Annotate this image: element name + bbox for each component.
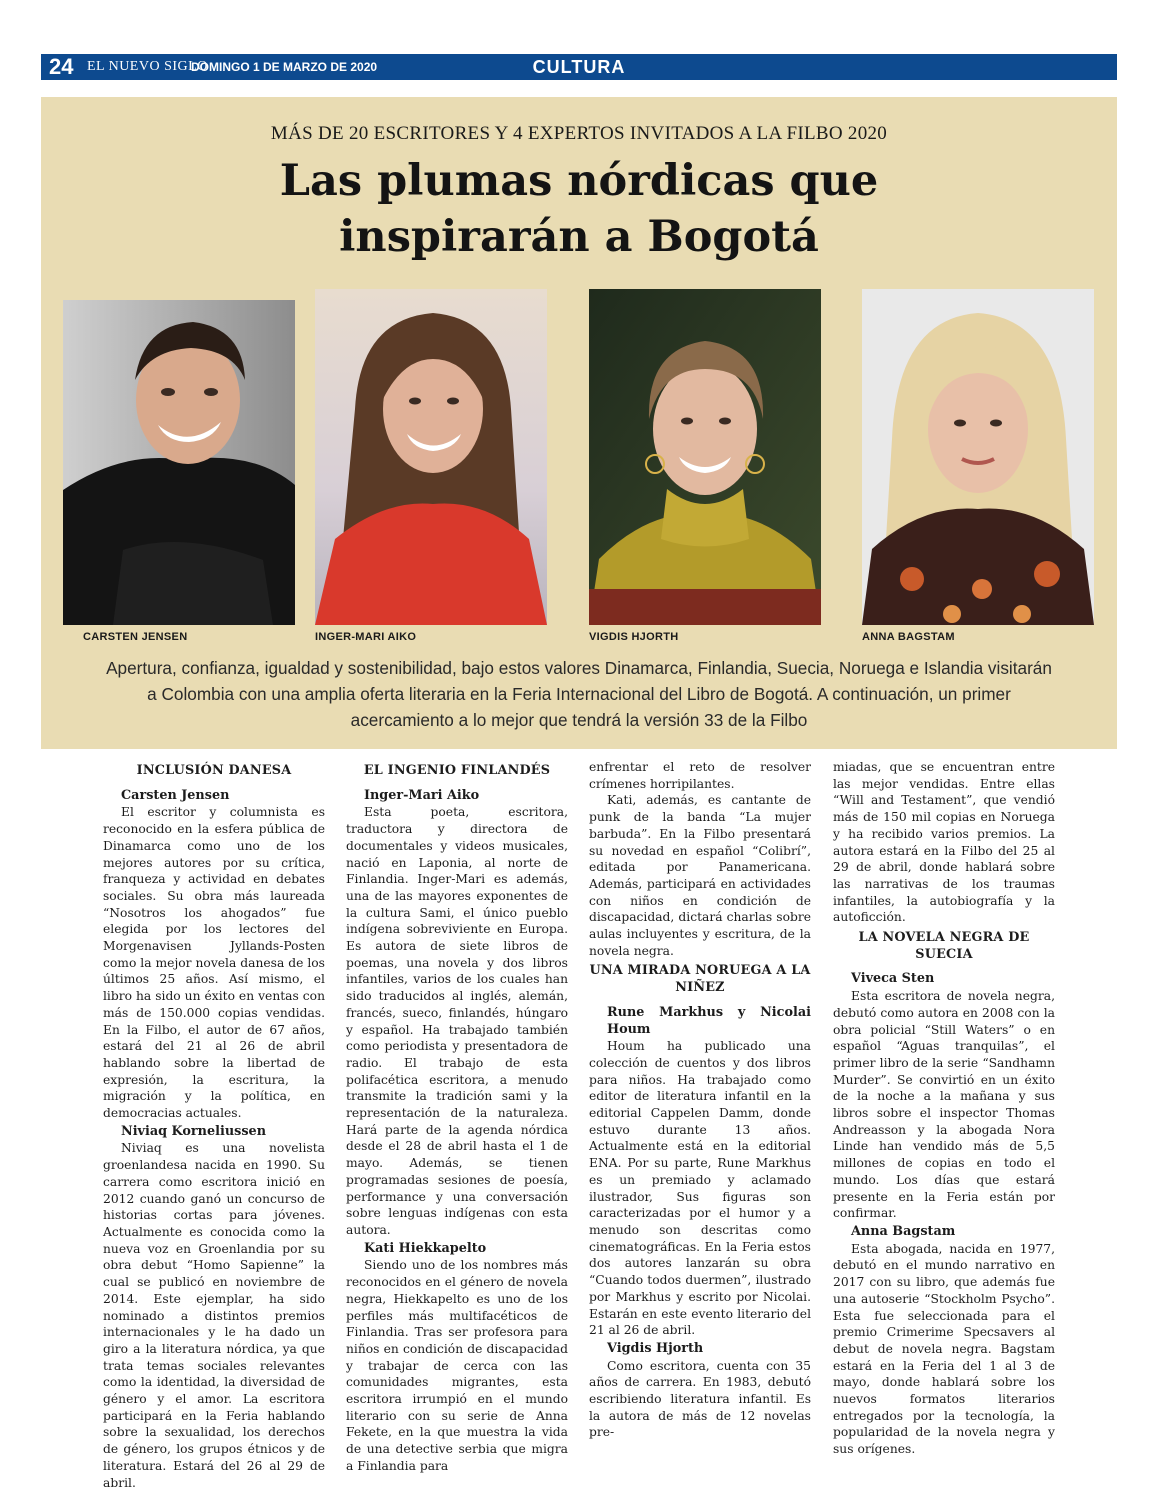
headline bbox=[41, 153, 1117, 265]
article-paragraph: Niviaq es una novelista groenlandesa nacida en 1990. Su carrera como escritora inició en 2012 cuando ganó un concurso de historias cortas para jóvenes. Actualmente es conocida como la nueva voz en Groenlandia por su obra debut “Homo Sapienne” la cual se publicó en noviembre de 2014. Este ejemplar, ha sido nominado a distintos premios internacionales y le ha dado un giro a la literatura nórdica, ya que trata temas sociales relevantes como la identidad, la diversidad de género y el amor. La escritora participará en la Feria hablando sobre la sexualidad, los derechos de género, los grupos étnicos y de literatura. Estará del 26 al 29 de abril. bbox=[103, 1141, 325, 1490]
issue-date: DOMINGO 1 DE MARZO DE 2020 bbox=[191, 60, 378, 74]
article-paragraph: miadas, que se encuentran entre las mejor vendidas. Entre ellas “Will and Testament”, que vendió más de 150 mil copias en Noruega y ha recibido varios premios. La autora estará en la Filbo del 25 al 29 de abril, donde hablará sobre las narrativas de los traumas infantiles, la autobiografía y la autoficción. bbox=[833, 760, 1055, 925]
section-heading: LA NOVELA NEGRA DE SUECIA bbox=[858, 930, 1030, 962]
author-name: Kati Hiekkapelto bbox=[364, 1240, 487, 1256]
caption-carsten-jensen: CARSTEN JENSEN bbox=[83, 631, 188, 643]
author-name: Carsten Jensen bbox=[121, 787, 230, 803]
article-paragraph: Siendo uno de los nombres más reconocidos en el género de novela negra, Hiekkapelto es uno de los perfiles más multifacéticos de Finlandia. Tras ser profesora para niños en condición de discapacidad y trabajar de cerca con las comunidades migrantes, esta escritora irrumpió en el mundo literario con su serie de Anna Fekete, en la que muestra la vida de una detective serbia que migra a Finlandia para bbox=[346, 1258, 568, 1473]
headline-line-2: inspirarán a Bogotá bbox=[339, 212, 819, 262]
page-header-bar bbox=[41, 54, 1117, 80]
author-name: Niviaq Korneliussen bbox=[121, 1123, 266, 1139]
section-title: CULTURA bbox=[532, 57, 626, 77]
headline-line-1: Las plumas nórdicas que bbox=[279, 156, 879, 206]
section-heading: INCLUSIÓN DANESA bbox=[136, 763, 292, 778]
author-name: Inger-Mari Aiko bbox=[364, 787, 480, 803]
author-name: Anna Bagstam bbox=[851, 1223, 956, 1239]
article-paragraph: Houm ha publicado una colección de cuentos y dos libros para niños. Ha trabajado como editor de literatura infantil en la editorial Cappelen Damm, donde estuvo durante 13 años. Actualmente está en la editorial ENA. Por su parte, Rune Markhus es un premiado y aclamado ilustrador, Sus figuras son caracterizadas por el humor y a menudo son descritas como cinematográficas. En la Feria estos dos autores lanzarán su obra “Cuando todos duermen”, ilustrado por Markhus y escrito por Nicolai. Estarán en este evento literario del 21 al 26 de abril. bbox=[589, 1039, 811, 1338]
column-4 bbox=[833, 759, 1055, 1458]
section-heading: UNA MIRADA NORUEGA A LA NIÑEZ bbox=[589, 963, 811, 996]
column-2 bbox=[346, 759, 568, 1475]
section-heading: EL INGENIO FINLANDÉS bbox=[363, 763, 551, 778]
intro-paragraph: Apertura, confianza, igualdad y sostenibilidad, bajo estos valores Dinamarca, Finlandia, Suecia, Noruega e Islandia visitarán a Colombia con una amplia oferta literaria en la Feria Internacional del Libro de Bogotá. A continuación, un primer acercamiento a lo mejor que tendrá la versión 33 de la Filbo bbox=[106, 658, 1052, 730]
article-paragraph: Esta abogada, nacida en 1977, debutó en el mundo narrativo en 2017 con su libro, que además fue una autoserie “Stockholm Psycho”. Esta fue seleccionada para el premio Crimerime Specsavers al debut de novela negra. Bagstam estará en la Feria del 1 al 3 de mayo, donde hablará sobre los nuevos formatos literarios entregados por la tecnología, la popularidad de la novela negra y sus orígenes. bbox=[833, 1241, 1055, 1457]
author-name: Vigdis Hjorth bbox=[607, 1340, 704, 1356]
caption-anna-bagstam: ANNA BAGSTAM bbox=[862, 631, 955, 643]
caption-inger-mari-aiko: INGER-MARI AIKO bbox=[315, 631, 417, 643]
article-paragraph: Kati, además, es cantante de punk de la banda “La mujer barbuda”. En la Filbo presentará su novedad en español “Colibrí”, editada por Panamericana. Además, participará en actividades con niños en condición de discapacidad, dictará charlas sobre aulas incluyentes y escritura, de la novela negra. bbox=[589, 793, 811, 958]
article-paragraph: Esta poeta, escritora, traductora y directora de documentales y videos musicales, nació en Laponia, al norte de Finlandia. Inger-Mari es además, una de las mayores exponentes de la cultura Sami, el único pueblo indígena sobreviviente en Europa. Es autora de siete libros de poemas, una novela y dos libros infantiles, varios de los cuales han sido traducidos al inglés, alemán, francés, sueco, finlandés, húngaro y español. Ha trabajado también como periodista y presentadora de radio. El trabajo de esta polifacética escritora, a menudo transmite la tradición sami y la representación de la naturaleza. Hará parte de la agenda nórdica desde el 28 de abril hasta el 1 de mayo. Además, se tienen programadas sesiones de poesía, performance y una conversación sobre lenguas indígenas con esta autora. bbox=[346, 805, 568, 1237]
feature-box bbox=[41, 97, 1117, 749]
portrait-vigdis-hjorth bbox=[589, 289, 821, 625]
page-number: 24 bbox=[49, 54, 74, 79]
author-name: Viveca Sten bbox=[851, 971, 935, 987]
article-paragraph: Esta escritora de novela negra, debutó como autora en 2008 con la obra policial “Still Waters” o en español “Aguas tranquilas”, el primer libro de la serie “Sandhamn Murder”. Se convirtió en un éxito de la noche a la mañana y sus libros sobre el inspector Thomas Andreasson y la abogada Nora Linde han vendido más de 5,5 millones de copias en todo el mundo. Los días que estará presente en la Feria están por confirmar. bbox=[833, 989, 1055, 1221]
portrait-inger-mari-aiko bbox=[315, 289, 547, 625]
kicker: MÁS DE 20 ESCRITORES Y 4 EXPERTOS INVITADOS A LA FILBO 2020 bbox=[270, 123, 888, 144]
column-3 bbox=[589, 759, 811, 1441]
article-paragraph: El escritor y columnista es reconocido en la esfera pública de Dinamarca como uno de los mejores autores por su crítica, franqueza y actividad en debates sociales. Su obra más laureada “Nosotros los ahogados” fue elegida por los lectores del Morgenavisen Jyllands-Posten como la mejor novela danesa de los últimos 25 años. Así mismo, el libro ha sido un éxito en ventas con más de 150.000 copias vendidas. En la Filbo, el autor de 67 años, estará del 21 al 26 de abril hablando sobre la libertad de expresión, la escritura, la migración y la política, en democracias actuales. bbox=[103, 805, 325, 1121]
author-name: Rune Markhus y Nicolai Houm bbox=[607, 1004, 811, 1037]
article-paragraph: Como escritora, cuenta con 35 años de carrera. En 1983, debutó escribiendo literatura infantil. Es la autora de más de 12 novelas pre- bbox=[589, 1358, 811, 1440]
newspaper-name: EL NUEVO SIGLO bbox=[87, 59, 208, 74]
portrait-anna-bagstam bbox=[862, 289, 1094, 625]
caption-vigdis-hjorth: VIGDIS HJORTH bbox=[589, 631, 679, 643]
portrait-carsten-jensen bbox=[63, 300, 295, 625]
column-1 bbox=[103, 759, 325, 1491]
article-paragraph: enfrentar el reto de resolver crímenes horripilantes. bbox=[589, 760, 811, 791]
